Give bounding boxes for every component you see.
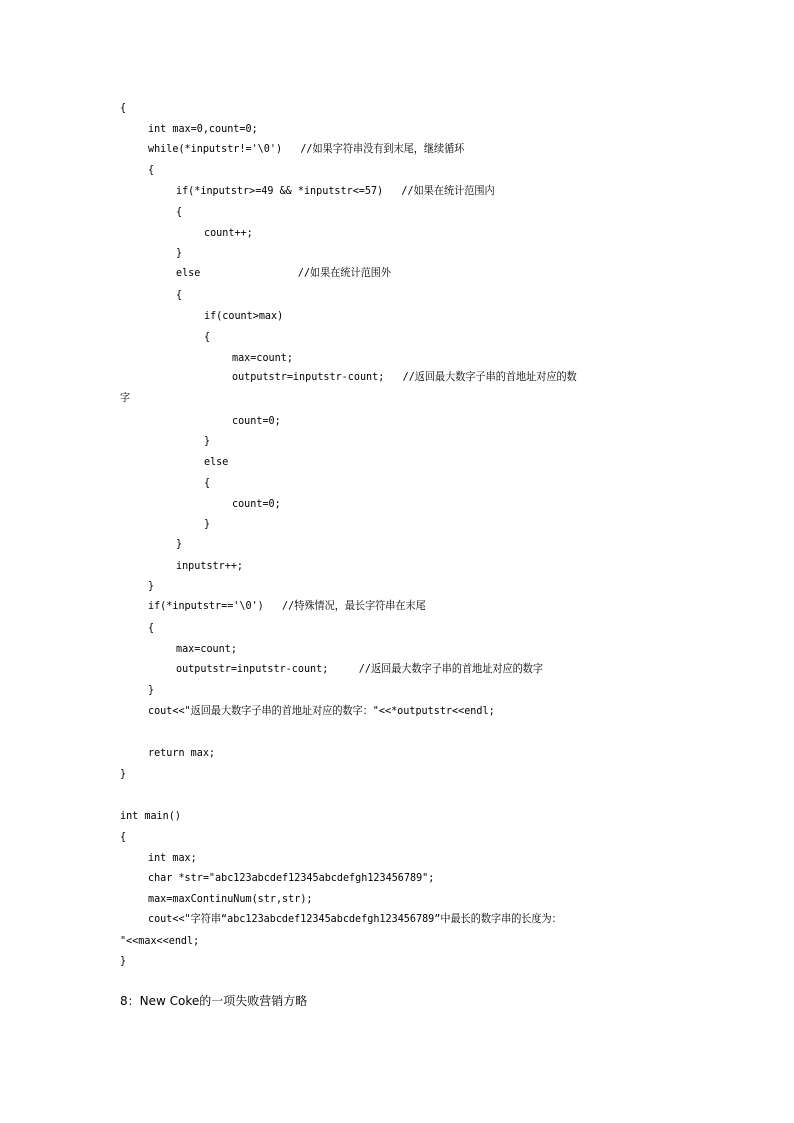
code-line: { <box>204 330 211 343</box>
code-line: "<<max<<endl; <box>120 934 200 947</box>
code-line: max=count; <box>232 351 293 364</box>
code-line: char *str="abc123abcdef12345abcdefgh123456789"; <box>148 871 435 884</box>
code-line: 字 <box>120 391 131 404</box>
code-line: count=0; <box>232 497 281 510</box>
code-line: while(*inputstr!='\0') //如果字符串没有到末尾，继续循环 <box>148 142 465 155</box>
code-line: } <box>120 767 127 780</box>
code-line: else <box>204 455 229 468</box>
code-line: } <box>148 579 155 592</box>
code-line: } <box>176 537 183 550</box>
code-line: cout<<"返回最大数字子串的首地址对应的数字："<<*outputstr<<endl; <box>148 704 495 717</box>
code-line: count=0; <box>232 414 281 427</box>
code-line: inputstr++; <box>176 559 244 572</box>
code-line: { <box>120 101 127 114</box>
code-line: return max; <box>148 746 216 759</box>
code-line: } <box>176 246 183 259</box>
code-line: else //如果在统计范围外 <box>176 266 392 279</box>
code-line: max=count; <box>176 642 237 655</box>
code-line: if(*inputstr>=49 && *inputstr<=57) //如果在统计范围内 <box>176 184 495 197</box>
code-line: } <box>204 517 211 530</box>
code-line: cout<<"字符串“abc123abcdef12345abcdefgh123456789”中最长的数字串的长度为： <box>148 912 562 925</box>
code-line: { <box>204 476 211 489</box>
section-heading: 8：New Coke的一项失败营销方略 <box>120 994 308 1008</box>
code-line: } <box>148 683 155 696</box>
code-line: } <box>120 954 127 967</box>
code-line: int max=0,count=0; <box>148 122 258 135</box>
code-line: outputstr=inputstr-count; //返回最大数字子串的首地址对应的数字 <box>176 662 544 675</box>
code-line: count++; <box>204 226 253 239</box>
code-line: { <box>176 288 183 301</box>
code-line: if(count>max) <box>204 309 284 322</box>
code-line: { <box>176 205 183 218</box>
code-line: } <box>204 434 211 447</box>
code-line: max=maxContinuNum(str,str); <box>148 892 313 905</box>
code-line: { <box>148 163 155 176</box>
code-line: if(*inputstr=='\0') //特殊情况，最长字符串在末尾 <box>148 599 426 612</box>
code-line: int main() <box>120 809 181 822</box>
code-line: outputstr=inputstr-count; //返回最大数字子串的首地址对应的数 <box>232 370 577 383</box>
code-line: { <box>148 621 155 634</box>
code-line: int max; <box>148 851 197 864</box>
code-line: { <box>120 830 127 843</box>
